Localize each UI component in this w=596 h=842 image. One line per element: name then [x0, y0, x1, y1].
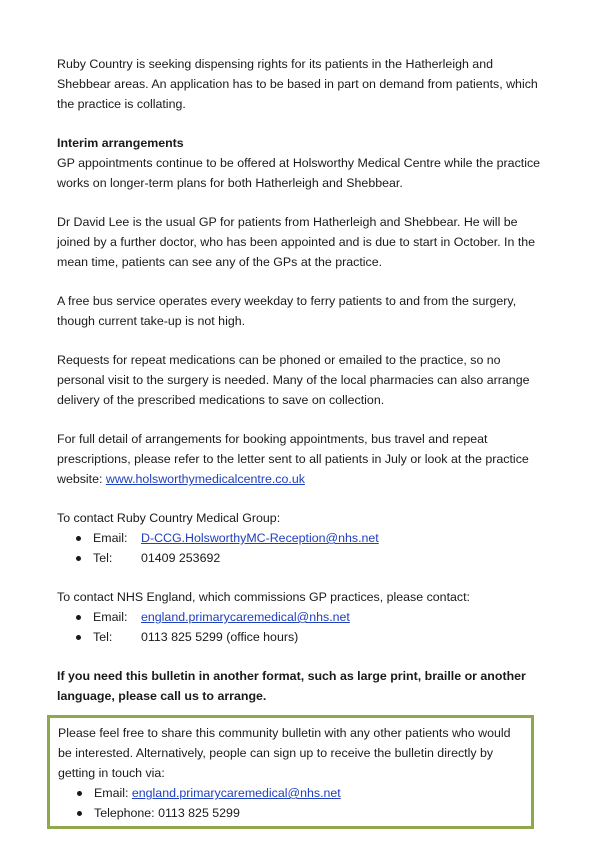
nhs-contact-list [57, 607, 545, 647]
interim-heading: Interim arrangements [57, 136, 184, 150]
email-label: Email: [93, 610, 128, 624]
tel-label: Tel: [93, 630, 113, 644]
list-item [57, 607, 545, 627]
practice-website-link[interactable]: www.holsworthymedicalcentre.co.uk [105, 472, 305, 486]
format-notice: If you need this bulletin in another format, such as large print, braille or another language, please call us to arrange. [57, 669, 526, 703]
medications-paragraph: Requests for repeat medications can be phoned or emailed to the practice, so no personal visit to the surgery is needed. Many of the local pharmacies can also arrange delivery of the prescribed medications to save on collection. [57, 353, 530, 407]
share-contact-list [58, 783, 523, 823]
gp-paragraph: Dr David Lee is the usual GP for patients from Hatherleigh and Shebbear. He will be joined by a further doctor, who has been appointed and is due to start in October. In the mean time, patients can see any of the GPs at the practice. [57, 215, 536, 269]
list-item [58, 783, 523, 803]
ruby-contact-intro: To contact Ruby Country Medical Group: [57, 511, 281, 525]
nhs-phone: 0113 825 5299 (office hours) [141, 630, 299, 644]
share-telephone: Telephone: 0113 825 5299 [94, 806, 240, 820]
tel-label: Tel: [93, 551, 113, 565]
list-item [58, 803, 523, 823]
list-item [57, 548, 545, 568]
appointments-paragraph: GP appointments continue to be offered at Holsworthy Medical Centre while the practice works on longer-term plans for both Hatherleigh and Shebbear. [57, 156, 541, 190]
list-item [57, 528, 545, 548]
nhs-email-link[interactable]: england.primarycaremedical@nhs.net [141, 610, 350, 624]
list-item [57, 627, 545, 647]
ruby-email-link[interactable]: D-CCG.HolsworthyMC-Reception@nhs.net [141, 531, 379, 545]
share-box [47, 715, 534, 829]
share-email-link[interactable]: england.primarycaremedical@nhs.net [131, 786, 341, 800]
bus-paragraph: A free bus service operates every weekday to ferry patients to and from the surgery, though current take-up is not high. [57, 294, 517, 328]
share-text: Please feel free to share this community bulletin with any other patients who would be interested. Alternatively, people can sign up to receive the bulletin directly by getting in touch via: [58, 726, 511, 780]
details-text: For full detail of arrangements for booking appointments, bus travel and repeat prescriptions, please refer to the letter sent to all patients in July or look at the practice website: [57, 432, 529, 486]
ruby-phone: 01409 253692 [141, 551, 221, 565]
details-paragraph [57, 429, 545, 489]
nhs-contact-intro: To contact NHS England, which commissions GP practices, please contact: [57, 590, 470, 604]
email-label: Email: [93, 531, 128, 545]
dispensing-paragraph: Ruby Country is seeking dispensing rights for its patients in the Hatherleigh and Shebbear areas. An application has to be based in part on demand from patients, which the practice is collating. [57, 57, 538, 111]
bulletin-body [57, 54, 545, 706]
ruby-contact-list [57, 528, 545, 568]
email-label: Email: [94, 786, 132, 800]
